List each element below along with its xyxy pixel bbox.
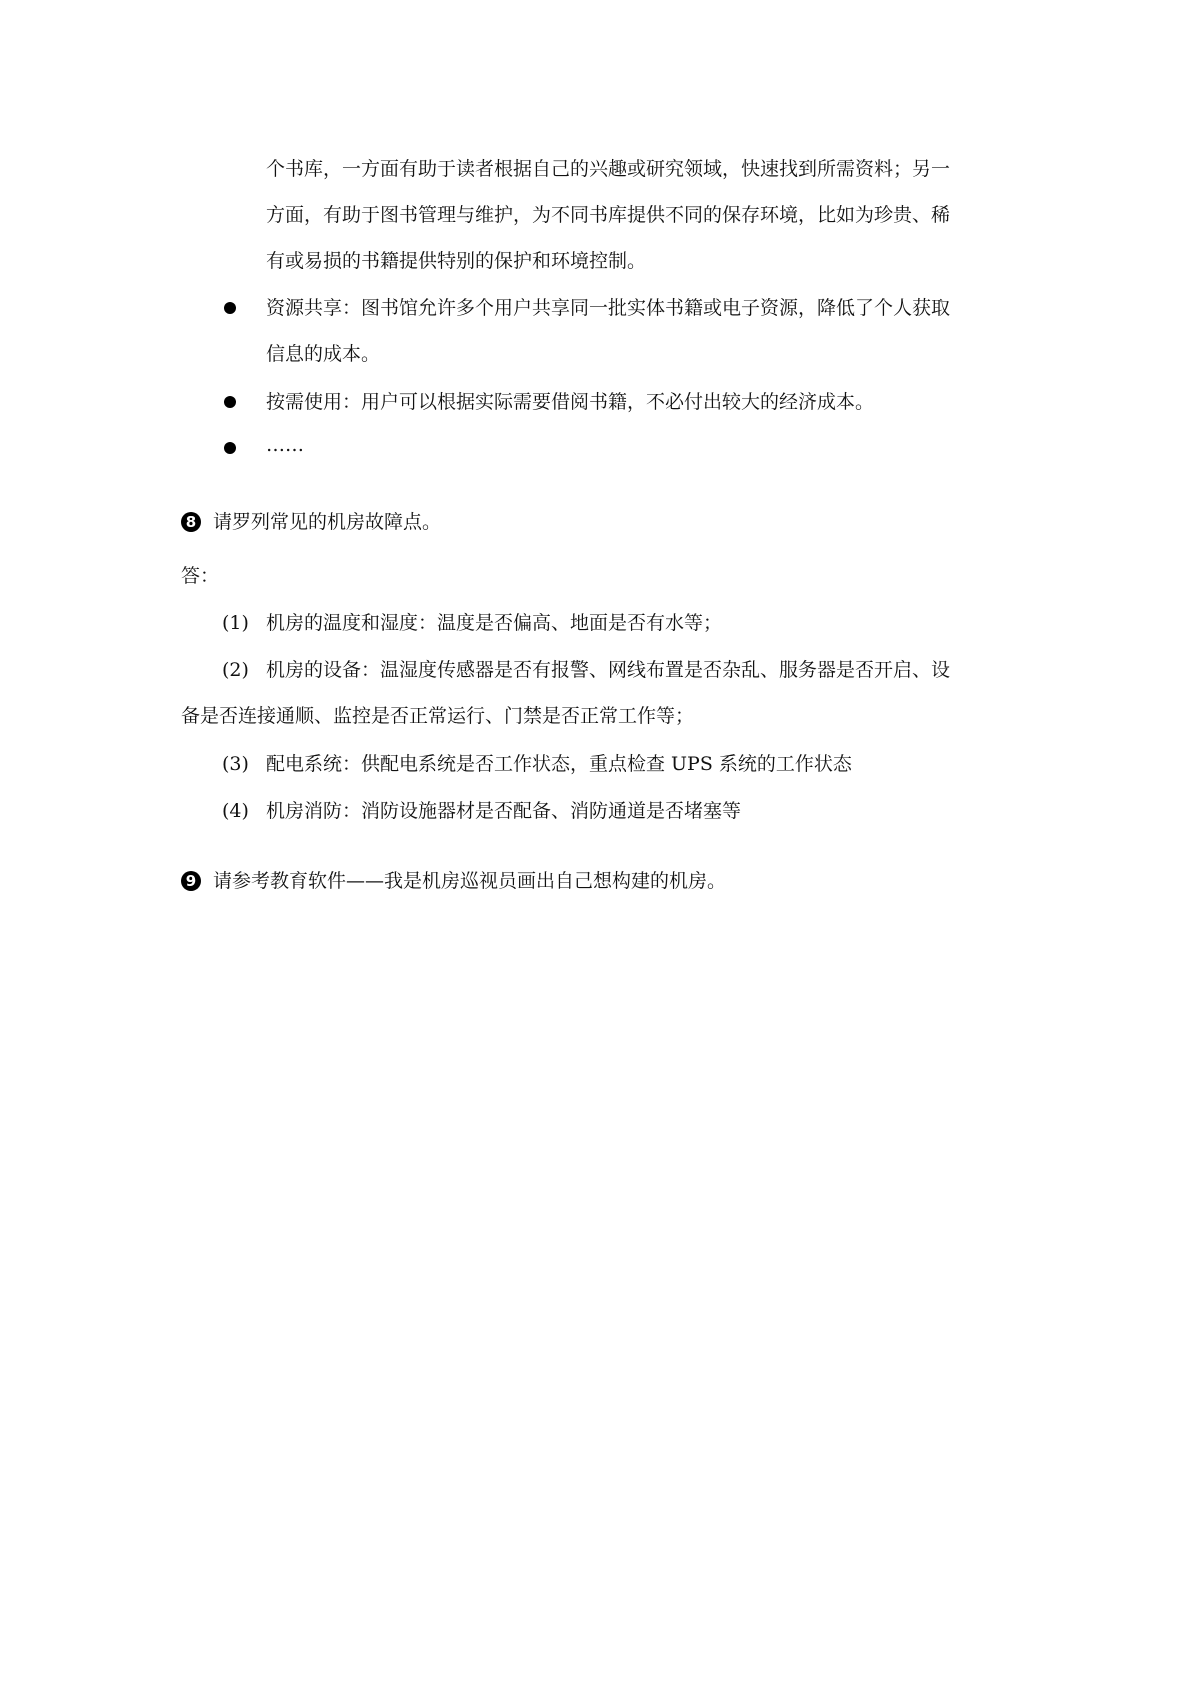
answer-item-text: 机房消防：消防设施器材是否配备、消防通道是否堵塞等 [266,800,742,822]
bullet-item-line: 按需使用：用户可以根据实际需要借阅书籍，不必付出较大的经济成本。 [266,391,875,413]
answer-item-label: (1) [222,612,249,634]
bullet-item-line: …… [266,434,304,456]
circled-number-9-icon: 9 [181,871,201,891]
answer-item-continuation: 备是否连接通顺、监控是否正常运行、门禁是否正常工作等； [181,705,695,727]
answer-label: 答： [181,565,220,587]
paragraph-line: 方面，有助于图书管理与维护，为不同书库提供不同的保存环境，比如为珍贵、稀 [266,204,951,226]
answer-item-text: 机房的温度和湿度：温度是否偏高、地面是否有水等； [266,612,723,634]
question-8-text: 请罗列常见的机房故障点。 [213,511,442,533]
paragraph-line: 个书库，一方面有助于读者根据自己的兴趣或研究领域，快速找到所需资料；另一 [266,158,951,180]
bullet-dot-icon [224,302,236,314]
bullet-dot-icon [224,396,236,408]
paragraph-line: 有或易损的书籍提供特别的保护和环境控制。 [266,250,647,272]
bullet-item-line: 信息的成本。 [266,343,381,365]
circled-number-8-icon: 8 [181,512,201,532]
answer-item-label: (2) [222,659,249,681]
bullet-item-line: 资源共享：图书馆允许多个用户共享同一批实体书籍或电子资源，降低了个人获取 [266,297,951,319]
bullet-dot-icon [224,442,236,454]
answer-item-label: (4) [222,800,249,822]
question-9-text: 请参考教育软件——我是机房巡视员画出自己想构建的机房。 [213,870,727,892]
answer-item-text: 机房的设备：温湿度传感器是否有报警、网线布置是否杂乱、服务器是否开启、设 [266,659,951,681]
answer-item-text: 配电系统：供配电系统是否工作状态，重点检查 UPS 系统的工作状态 [266,753,852,775]
answer-item-label: (3) [222,753,249,775]
